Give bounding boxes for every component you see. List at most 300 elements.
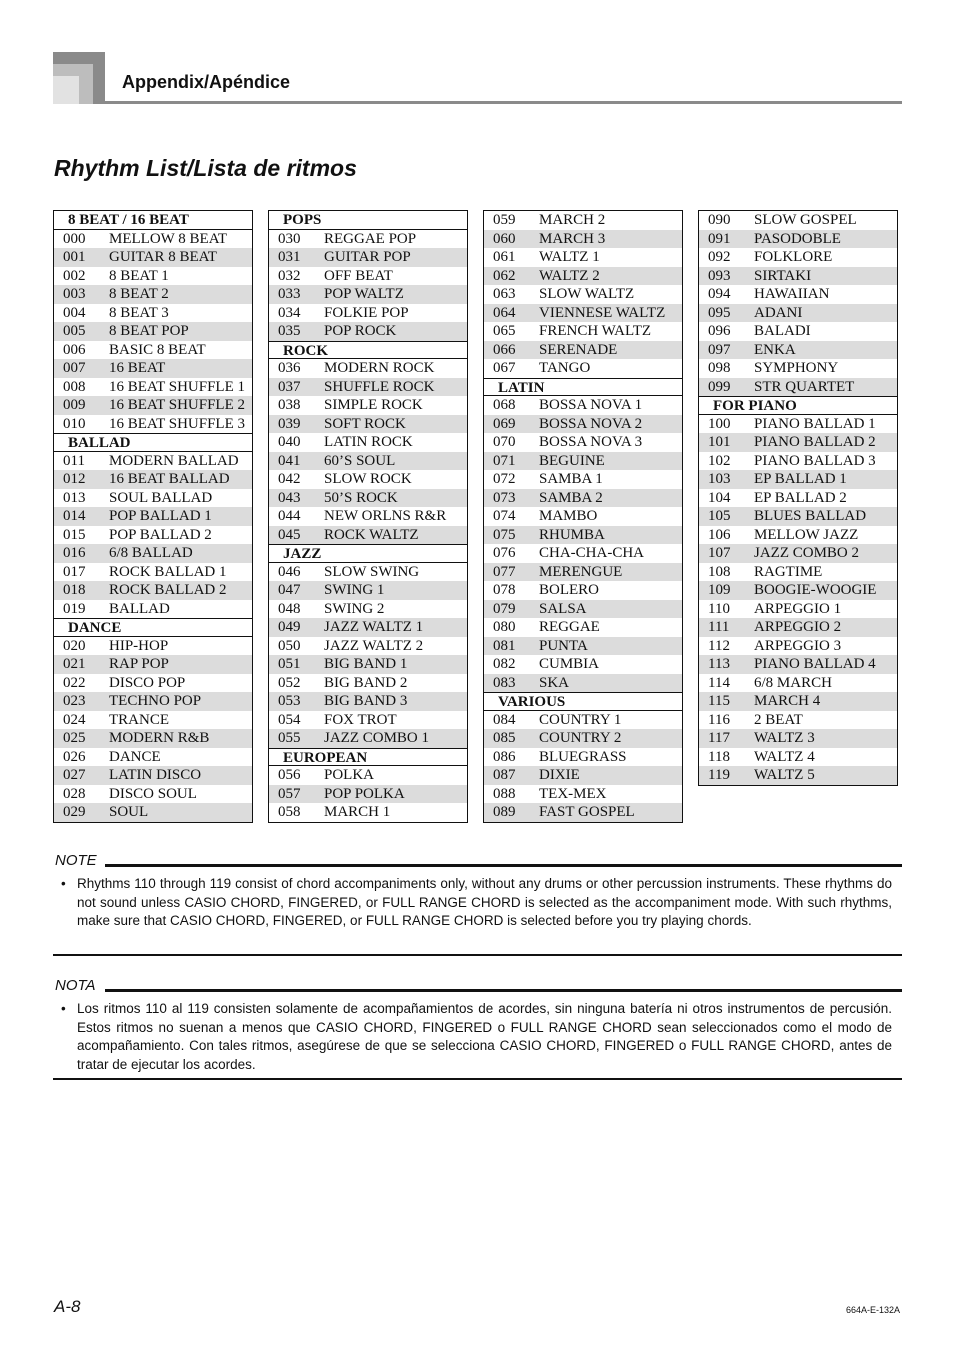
rhythm-row [699,433,897,452]
rhythm-name: RHUMBA [539,526,605,543]
rhythm-row [484,785,682,804]
rhythm-number: 019 [63,600,86,617]
rhythm-name: JAZZ WALTZ 2 [324,637,424,654]
rhythm-name: JAZZ WALTZ 1 [324,619,424,635]
rhythm-name: MARCH 1 [324,804,391,820]
rhythm-name: COUNTRY 1 [539,711,622,728]
rhythm-row [54,285,252,304]
rhythm-number: 114 [708,674,730,691]
rhythm-number: 030 [278,230,301,247]
rhythm-row [54,655,252,674]
rhythm-number: 086 [493,748,516,765]
rhythm-row [699,285,897,304]
rhythm-name: BOLERO [539,582,599,598]
rhythm-row [54,711,252,730]
rhythm-name: WALTZ 2 [539,267,600,284]
category-header: BALLAD [54,433,252,452]
rhythm-name: WALTZ 5 [754,767,815,783]
rhythm-name: WALTZ 1 [539,249,600,265]
rhythm-number: 000 [63,230,86,247]
rhythm-number: 116 [708,711,730,728]
rhythm-name: WALTZ 3 [754,730,815,746]
rhythm-row [269,507,467,526]
rhythm-number: 058 [278,804,301,820]
rhythm-number: 051 [278,656,301,672]
rhythm-number: 039 [278,415,301,432]
rhythm-row [269,415,467,434]
rhythm-row [699,748,897,767]
rhythm-name: SALSA [539,600,587,617]
rhythm-number: 064 [493,304,516,321]
rhythm-number: 061 [493,249,516,265]
rhythm-number: 077 [493,563,516,580]
rhythm-row [699,378,897,397]
rhythm-number: 063 [493,286,516,302]
rhythm-name: SIRTAKI [754,267,812,284]
rhythm-row [269,396,467,415]
rhythm-number: 113 [708,656,730,672]
rhythm-name: 16 BEAT SHUFFLE 2 [109,397,245,413]
rhythm-number: 049 [278,619,301,635]
rhythm-name: DIXIE [539,767,580,783]
rhythm-row [269,711,467,730]
rhythm-row [269,285,467,304]
rhythm-number: 080 [493,619,516,635]
rhythm-name: MODERN R&B [109,730,210,746]
rhythm-row [484,674,682,693]
rhythm-number: 109 [708,582,731,598]
rhythm-number: 066 [493,341,516,358]
rhythm-number: 071 [493,452,516,469]
rhythm-number: 002 [63,267,86,284]
rhythm-row [269,581,467,600]
rhythm-name: OFF BEAT [324,267,393,284]
category-header: FOR PIANO [699,396,897,415]
rhythm-name: PASODOBLE [754,230,841,247]
nota-rule-bottom [53,1078,902,1080]
rhythm-number: 091 [708,230,731,247]
rhythm-name: SLOW GOSPEL [754,212,857,228]
rhythm-row [269,378,467,397]
rhythm-number: 098 [708,360,731,376]
category-header: JAZZ [269,544,467,563]
rhythm-column-4 [698,210,898,786]
rhythm-number: 057 [278,785,301,802]
rhythm-name: FRENCH WALTZ [539,323,652,339]
rhythm-row [699,766,897,785]
rhythm-row [699,711,897,730]
rhythm-column-3 [483,210,683,823]
rhythm-row [484,655,682,674]
rhythm-name: JAZZ COMBO 2 [754,545,860,561]
rhythm-row [484,748,682,767]
nota-rule [105,989,902,992]
rhythm-row [484,211,682,230]
rhythm-row [484,267,682,286]
rhythm-row [699,507,897,526]
rhythm-row [54,766,252,785]
document-code: 664A-E-132A [846,1305,901,1315]
rhythm-row [484,637,682,656]
rhythm-number: 108 [708,563,731,580]
rhythm-row [269,766,467,785]
rhythm-row [54,637,252,656]
rhythm-row [699,230,897,249]
rhythm-number: 074 [493,508,516,524]
rhythm-row [54,748,252,767]
rhythm-row [54,378,252,397]
rhythm-number: 107 [708,545,731,561]
rhythm-name: HIP-HOP [109,637,169,654]
rhythm-name: MODERN BALLAD [109,452,239,469]
rhythm-name: POLKA [324,767,375,783]
rhythm-row [54,785,252,804]
rhythm-row [54,452,252,471]
rhythm-name: BEGUINE [539,452,605,469]
category-header: LATIN [484,378,682,397]
rhythm-number: 104 [708,489,731,506]
rhythm-row [699,637,897,656]
rhythm-row [484,600,682,619]
rhythm-name: DANCE [109,748,161,765]
rhythm-row [484,248,682,267]
rhythm-number: 017 [63,563,86,580]
rhythm-number: 085 [493,730,516,746]
rhythm-name: SERENADE [539,341,618,358]
rhythm-number: 020 [63,637,86,654]
rhythm-number: 062 [493,267,516,284]
rhythm-name: SLOW WALTZ [539,286,635,302]
rhythm-name: CUMBIA [539,656,600,672]
rhythm-name: LATIN DISCO [109,767,202,783]
rhythm-name: 50’S ROCK [324,489,398,506]
rhythm-number: 069 [493,415,516,432]
rhythm-number: 078 [493,582,516,598]
page-title: Rhythm List/Lista de ritmos [54,155,357,181]
rhythm-name: FAST GOSPEL [539,804,635,820]
rhythm-row [699,359,897,378]
rhythm-number: 072 [493,471,516,487]
category-header: POPS [269,211,467,230]
rhythm-number: 076 [493,545,516,561]
rhythm-name: REGGAE [539,619,600,635]
rhythm-row [484,415,682,434]
rhythm-row [269,563,467,582]
rhythm-row [269,470,467,489]
rhythm-number: 101 [708,434,731,450]
rhythm-name: SAMBA 2 [539,489,603,506]
rhythm-name: EP BALLAD 2 [754,489,847,506]
rhythm-number: 029 [63,804,86,820]
rhythm-name: FOLKIE POP [324,304,409,321]
rhythm-name: SKA [539,674,570,691]
rhythm-number: 014 [63,508,86,524]
rhythm-number: 081 [493,637,516,654]
rhythm-name: LATIN ROCK [324,434,413,450]
rhythm-name: TRANCE [109,711,169,728]
rhythm-name: TEX-MEX [539,785,607,802]
rhythm-number: 112 [708,637,730,654]
rhythm-name: BLUES BALLAD [754,508,867,524]
rhythm-row [54,544,252,563]
rhythm-row [699,211,897,230]
rhythm-name: 6/8 MARCH [754,674,832,691]
rhythm-row [484,322,682,341]
note-label: NOTE [55,852,97,869]
rhythm-row [54,674,252,693]
rhythm-row [269,452,467,471]
rhythm-name: POP POLKA [324,785,405,802]
rhythm-name: PIANO BALLAD 4 [754,656,876,672]
rhythm-name: 8 BEAT 3 [109,304,169,321]
rhythm-row [269,304,467,323]
rhythm-number: 016 [63,545,86,561]
rhythm-name: GUITAR POP [324,249,411,265]
rhythm-row [54,470,252,489]
rhythm-row [699,581,897,600]
rhythm-number: 084 [493,711,516,728]
rhythm-row [54,359,252,378]
rhythm-number: 005 [63,323,86,339]
rhythm-name: BOOGIE-WOOGIE [754,582,877,598]
rhythm-number: 031 [278,249,301,265]
rhythm-name: BIG BAND 2 [324,674,408,691]
rhythm-row [54,692,252,711]
rhythm-number: 048 [278,600,301,617]
rhythm-number: 075 [493,526,516,543]
rhythm-name: FOX TROT [324,711,397,728]
rhythm-name: PIANO BALLAD 2 [754,434,876,450]
rhythm-name: 16 BEAT [109,360,166,376]
rhythm-name: 16 BEAT SHUFFLE 1 [109,378,245,395]
rhythm-number: 092 [708,249,731,265]
rhythm-name: PIANO BALLAD 3 [754,452,876,469]
rhythm-number: 096 [708,323,731,339]
rhythm-number: 095 [708,304,731,321]
rhythm-row [484,396,682,415]
rhythm-row [699,600,897,619]
rhythm-name: ARPEGGIO 1 [754,600,842,617]
rhythm-name: DISCO POP [109,674,186,691]
rhythm-row [699,304,897,323]
rhythm-name: 60’S SOUL [324,452,396,469]
rhythm-row [54,803,252,822]
rhythm-row [54,581,252,600]
rhythm-name: BIG BAND 3 [324,693,408,709]
rhythm-name: RAGTIME [754,563,823,580]
category-header: DANCE [54,618,252,637]
rhythm-row [484,359,682,378]
bullet: • [61,1001,66,1016]
rhythm-number: 026 [63,748,86,765]
rhythm-name: 8 BEAT 2 [109,286,169,302]
rhythm-row [269,692,467,711]
rhythm-row [484,711,682,730]
rhythm-name: NEW ORLNS R&R [324,508,447,524]
rhythm-name: 16 BEAT SHUFFLE 3 [109,415,245,432]
rhythm-number: 055 [278,730,301,746]
rhythm-name: BOSSA NOVA 3 [539,434,643,450]
rhythm-row [269,803,467,822]
rhythm-row [269,433,467,452]
note-rule-bottom [53,954,902,956]
rhythm-row [269,359,467,378]
rhythm-row [484,452,682,471]
rhythm-row [484,230,682,249]
rhythm-name: SOUL BALLAD [109,489,213,506]
rhythm-number: 001 [63,249,86,265]
rhythm-row [484,470,682,489]
rhythm-row [699,267,897,286]
rhythm-number: 094 [708,286,731,302]
rhythm-name: POP BALLAD 1 [109,508,212,524]
bullet: • [61,876,66,891]
note-spanish [53,977,902,1083]
rhythm-name: CHA-CHA-CHA [539,545,644,561]
rhythm-row [54,248,252,267]
category-header: VARIOUS [484,692,682,711]
rhythm-name: SYMPHONY [754,360,839,376]
rhythm-number: 010 [63,415,86,432]
rhythm-number: 035 [278,323,301,339]
rhythm-number: 011 [63,452,85,469]
header-rule [105,101,902,104]
rhythm-name: STR QUARTET [754,378,855,395]
rhythm-name: ROCK BALLAD 2 [109,582,227,598]
rhythm-name: BLUEGRASS [539,748,627,765]
rhythm-number: 070 [493,434,516,450]
rhythm-name: SLOW ROCK [324,471,412,487]
rhythm-number: 009 [63,397,86,413]
rhythm-name: 6/8 BALLAD [109,545,193,561]
rhythm-name: MELLOW JAZZ [754,526,859,543]
rhythm-name: MAMBO [539,508,598,524]
rhythm-row [54,526,252,545]
rhythm-number: 032 [278,267,301,284]
rhythm-name: 16 BEAT BALLAD [109,471,230,487]
rhythm-number: 093 [708,267,731,284]
rhythm-number: 036 [278,360,301,376]
rhythm-row [54,415,252,434]
rhythm-row [54,267,252,286]
rhythm-name: 2 BEAT [754,711,803,728]
rhythm-number: 003 [63,286,86,302]
rhythm-row [54,396,252,415]
rhythm-number: 110 [708,600,730,617]
rhythm-number: 097 [708,341,731,358]
rhythm-name: GUITAR 8 BEAT [109,249,217,265]
rhythm-number: 103 [708,471,731,487]
rhythm-name: TECHNO POP [109,693,202,709]
rhythm-column-1 [53,210,253,823]
rhythm-number: 079 [493,600,516,617]
rhythm-name: VIENNESE WALTZ [539,304,666,321]
rhythm-number: 105 [708,508,731,524]
rhythm-number: 023 [63,693,86,709]
rhythm-name: BIG BAND 1 [324,656,408,672]
rhythm-row [699,415,897,434]
rhythm-row [269,267,467,286]
rhythm-name: ROCK WALTZ [324,526,419,543]
rhythm-name: 8 BEAT 1 [109,267,169,284]
section-header-title: Appendix/Apéndice [122,72,291,92]
rhythm-name: SWING 1 [324,582,385,598]
rhythm-number: 018 [63,582,86,598]
rhythm-number: 007 [63,360,86,376]
rhythm-row [269,674,467,693]
rhythm-name: WALTZ 4 [754,748,815,765]
rhythm-name: MELLOW 8 BEAT [109,230,228,247]
rhythm-row [54,322,252,341]
rhythm-row [484,507,682,526]
rhythm-name: ARPEGGIO 3 [754,637,842,654]
rhythm-number: 040 [278,434,301,450]
rhythm-row [269,248,467,267]
rhythm-number: 047 [278,582,301,598]
rhythm-number: 059 [493,212,516,228]
rhythm-number: 065 [493,323,516,339]
rhythm-number: 088 [493,785,516,802]
rhythm-number: 052 [278,674,301,691]
rhythm-number: 068 [493,397,516,413]
rhythm-row [699,655,897,674]
note-english [53,852,902,958]
rhythm-row [54,729,252,748]
rhythm-row [484,341,682,360]
rhythm-row [269,785,467,804]
rhythm-name: EP BALLAD 1 [754,471,847,487]
section-tab-graphic [53,52,105,104]
rhythm-number: 027 [63,767,86,783]
rhythm-name: PUNTA [539,637,588,654]
rhythm-name: COUNTRY 2 [539,730,622,746]
rhythm-number: 038 [278,397,301,413]
rhythm-number: 043 [278,489,301,506]
rhythm-number: 102 [708,452,731,469]
category-header: ROCK [269,341,467,360]
rhythm-number: 042 [278,471,301,487]
rhythm-name: MARCH 3 [539,230,606,247]
rhythm-number: 053 [278,693,301,709]
rhythm-name: MARCH 2 [539,212,606,228]
note-rule [105,864,902,867]
rhythm-name: PIANO BALLAD 1 [754,415,876,432]
rhythm-name: POP WALTZ [324,286,404,302]
rhythm-row [54,507,252,526]
rhythm-number: 022 [63,674,86,691]
rhythm-row [484,729,682,748]
rhythm-name: POP BALLAD 2 [109,526,212,543]
rhythm-name: MARCH 4 [754,693,821,709]
rhythm-number: 067 [493,360,516,376]
rhythm-name: SOFT ROCK [324,415,406,432]
rhythm-number: 050 [278,637,301,654]
rhythm-name: 8 BEAT POP [109,323,189,339]
rhythm-name: TANGO [539,360,591,376]
rhythm-number: 090 [708,212,731,228]
page-number: A-8 [54,1297,81,1316]
rhythm-row [699,452,897,471]
rhythm-row [269,618,467,637]
rhythm-number: 044 [278,508,301,524]
rhythm-row [484,526,682,545]
rhythm-number: 045 [278,526,301,543]
rhythm-number: 046 [278,563,301,580]
nota-label: NOTA [55,977,96,994]
rhythm-number: 006 [63,341,86,358]
rhythm-number: 041 [278,452,301,469]
rhythm-row [484,563,682,582]
